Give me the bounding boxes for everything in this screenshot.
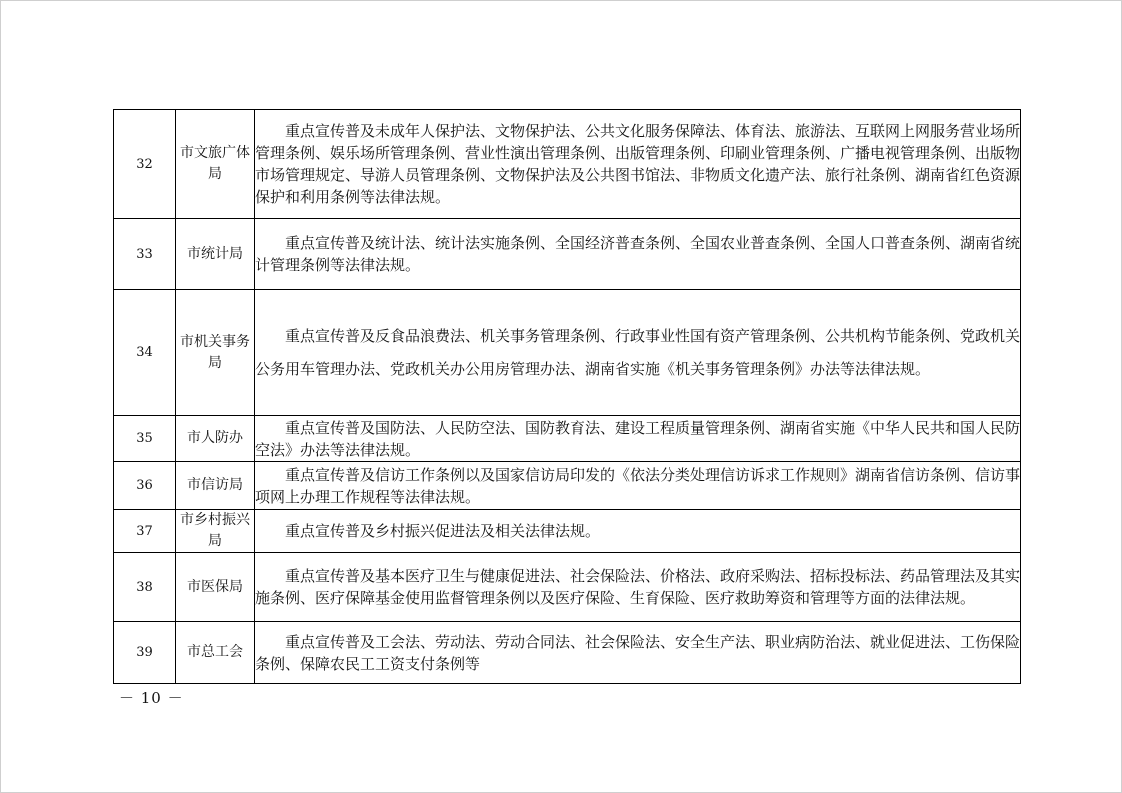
row-number: 35 (114, 416, 176, 462)
row-number: 33 (114, 219, 176, 290)
table-row (114, 510, 1021, 553)
publicity-table (113, 109, 1021, 684)
department-name: 市乡村振兴局 (176, 510, 255, 553)
publicity-content: 重点宣传普及国防法、人民防空法、国防教育法、建设工程质量管理条例、湖南省实施《中华人民共和国人民防空法》办法等法律法规。 (255, 418, 1021, 459)
department-name: 市人防办 (176, 416, 255, 462)
publicity-content: 重点宣传普及信访工作条例以及国家信访局印发的《依法分类处理信访诉求工作规则》湖南省信访条例、信访事项网上办理工作规程等法律法规。 (255, 465, 1021, 506)
table-row (114, 622, 1021, 684)
row-number: 36 (114, 462, 176, 510)
table-row (114, 110, 1021, 219)
table-row (114, 553, 1021, 622)
row-number: 39 (114, 622, 176, 684)
publicity-content: 重点宣传普及未成年人保护法、文物保护法、公共文化服务保障法、体育法、旅游法、互联网上网服务营业场所管理条例、娱乐场所管理条例、营业性演出管理条例、出版管理条例、印刷业管理条例、广播电视管理条例、出版物市场管理规定、导游人员管理条例、文物保护法及公共图书馆法、非物质文化遗产法、旅行社条例、湖南省红色资源保护和利用条例等法律法规。 (255, 122, 1021, 206)
row-number: 32 (114, 110, 176, 219)
publicity-content: 重点宣传普及基本医疗卫生与健康促进法、社会保险法、价格法、政府采购法、招标投标法、药品管理法及其实施条例、医疗保障基金使用监督管理条例以及医疗保险、生育保险、医疗救助筹资和管理等方面的法律法规。 (255, 567, 1021, 607)
table-row (114, 219, 1021, 290)
row-number: 38 (114, 553, 176, 622)
page-number: － 10 － (119, 689, 184, 707)
publicity-content: 重点宣传普及乡村振兴促进法及相关法律法规。 (285, 522, 601, 540)
table-row (114, 416, 1021, 462)
publicity-content: 重点宣传普及统计法、统计法实施条例、全国经济普查条例、全国农业普查条例、全国人口普查条例、湖南省统计管理条例等法律法规。 (255, 234, 1021, 274)
row-number: 34 (114, 290, 176, 416)
department-name: 市总工会 (176, 622, 255, 684)
row-number: 37 (114, 510, 176, 553)
publicity-content: 重点宣传普及工会法、劳动法、劳动合同法、社会保险法、安全生产法、职业病防治法、就业促进法、工伤保险条例、保障农民工工资支付条例等 (255, 632, 1021, 673)
department-name: 市医保局 (176, 553, 255, 622)
department-name: 市文旅广体局 (176, 110, 255, 219)
table-row (114, 462, 1021, 510)
department-name: 市统计局 (176, 219, 255, 290)
table-row (114, 290, 1021, 416)
department-name: 市信访局 (176, 462, 255, 510)
publicity-content: 重点宣传普及反食品浪费法、机关事务管理条例、行政事业性国有资产管理条例、公共机构节能条例、党政机关公务用车管理办法、党政机关办公用房管理办法、湖南省实施《机关事务管理条例》办法等法律法规。 (255, 326, 1021, 378)
department-name: 市机关事务局 (176, 290, 255, 416)
